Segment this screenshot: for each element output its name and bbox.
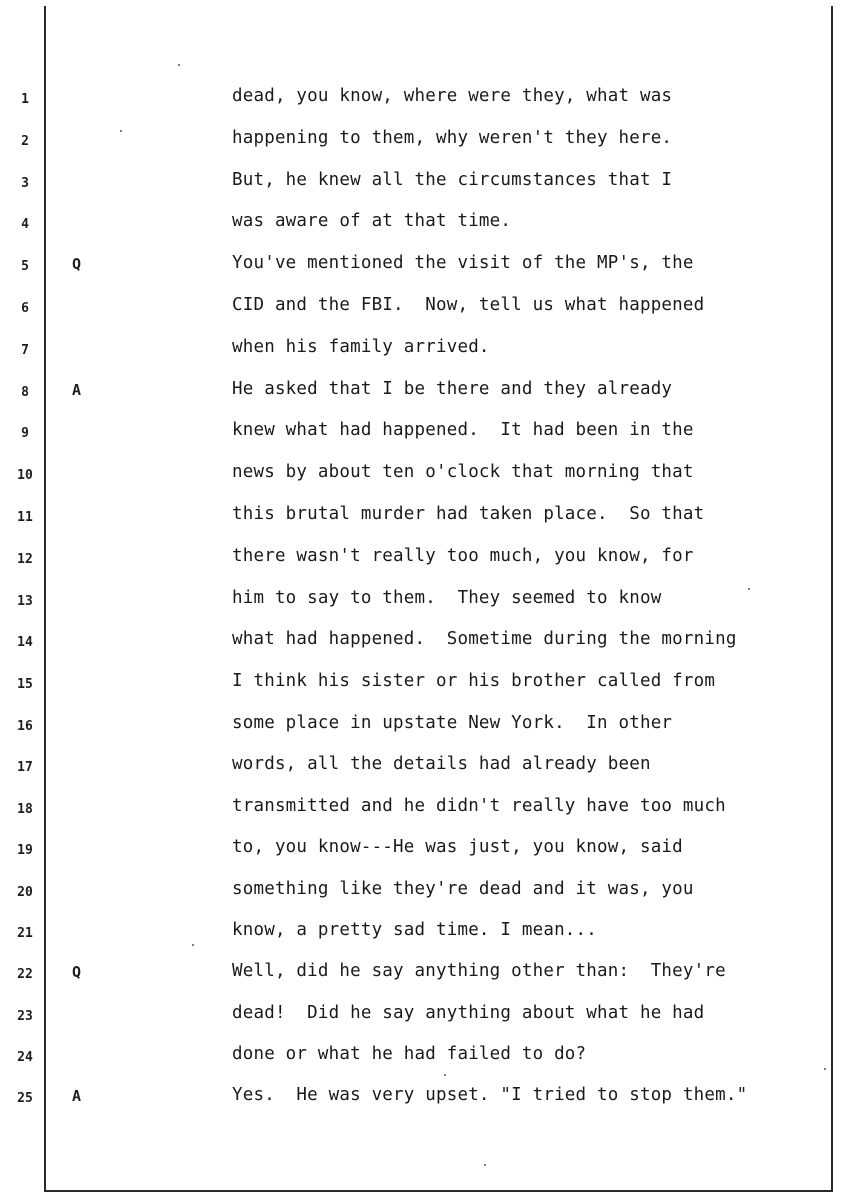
transcript-line: him to say to them. They seemed to know — [232, 588, 662, 608]
page-border-left — [44, 6, 46, 1192]
line-number: 5 — [21, 259, 29, 274]
line-number: 11 — [17, 510, 33, 525]
transcript-line: when his family arrived. — [232, 337, 490, 357]
transcript-line: this brutal murder had taken place. So that — [232, 504, 705, 524]
transcript-line: done or what he had failed to do? — [232, 1044, 587, 1064]
line-number: 2 — [21, 134, 29, 149]
line-number: 1 — [21, 92, 29, 107]
speaker-label: Q — [72, 255, 82, 273]
line-number: 13 — [17, 594, 33, 609]
transcript-line: to, you know---He was just, you know, said — [232, 837, 683, 857]
scan-speck — [192, 944, 194, 946]
transcript-line: news by about ten o'clock that morning that — [232, 462, 694, 482]
line-number: 14 — [17, 635, 33, 650]
transcript-line: dead, you know, where were they, what was — [232, 86, 673, 106]
page-border-right — [831, 6, 833, 1192]
line-number: 25 — [17, 1091, 33, 1106]
line-number: 20 — [17, 885, 33, 900]
line-number: 8 — [21, 385, 29, 400]
speaker-label: A — [72, 1087, 82, 1105]
transcript-line: happening to them, why weren't they here. — [232, 128, 673, 148]
line-number: 15 — [17, 677, 33, 692]
transcript-line: I think his sister or his brother called from — [232, 671, 716, 691]
transcript-line: Well, did he say anything other than: They're — [232, 961, 726, 981]
line-number: 7 — [21, 343, 29, 358]
line-number: 10 — [17, 468, 33, 483]
scan-speck — [824, 1068, 826, 1070]
transcript-line: Yes. He was very upset. "I tried to stop them." — [232, 1085, 748, 1105]
line-number: 18 — [17, 802, 33, 817]
scan-speck — [484, 1164, 486, 1166]
transcript-line: You've mentioned the visit of the MP's, the — [232, 253, 694, 273]
line-number: 24 — [17, 1050, 33, 1065]
transcript-line: knew what had happened. It had been in the — [232, 420, 694, 440]
transcript-line: there wasn't really too much, you know, for — [232, 546, 694, 566]
transcript-line: what had happened. Sometime during the morning — [232, 629, 737, 649]
line-number: 23 — [17, 1009, 33, 1024]
page-border-bottom — [44, 1190, 833, 1192]
line-number: 9 — [21, 426, 29, 441]
transcript-line: transmitted and he didn't really have too much — [232, 796, 726, 816]
scan-speck — [178, 64, 180, 66]
line-number: 6 — [21, 301, 29, 316]
transcript-line: dead! Did he say anything about what he had — [232, 1003, 705, 1023]
line-number: 22 — [17, 967, 33, 982]
transcript-line: He asked that I be there and they already — [232, 379, 673, 399]
scan-speck — [120, 130, 122, 132]
line-number: 16 — [17, 719, 33, 734]
line-number: 3 — [21, 176, 29, 191]
line-number: 12 — [17, 552, 33, 567]
transcript-line: was aware of at that time. — [232, 211, 512, 231]
transcript-line: But, he knew all the circumstances that I — [232, 170, 673, 190]
line-number: 19 — [17, 843, 33, 858]
transcript-line: something like they're dead and it was, you — [232, 879, 694, 899]
transcript-line: know, a pretty sad time. I mean... — [232, 920, 598, 940]
scan-speck — [444, 1074, 446, 1076]
transcript-line: some place in upstate New York. In other — [232, 713, 673, 733]
line-number: 4 — [21, 217, 29, 232]
scan-speck — [748, 588, 750, 590]
speaker-label: Q — [72, 963, 82, 981]
line-number: 17 — [17, 760, 33, 775]
line-number: 21 — [17, 926, 33, 941]
transcript-line: CID and the FBI. Now, tell us what happened — [232, 295, 705, 315]
speaker-label: A — [72, 381, 82, 399]
transcript-line: words, all the details had already been — [232, 754, 651, 774]
